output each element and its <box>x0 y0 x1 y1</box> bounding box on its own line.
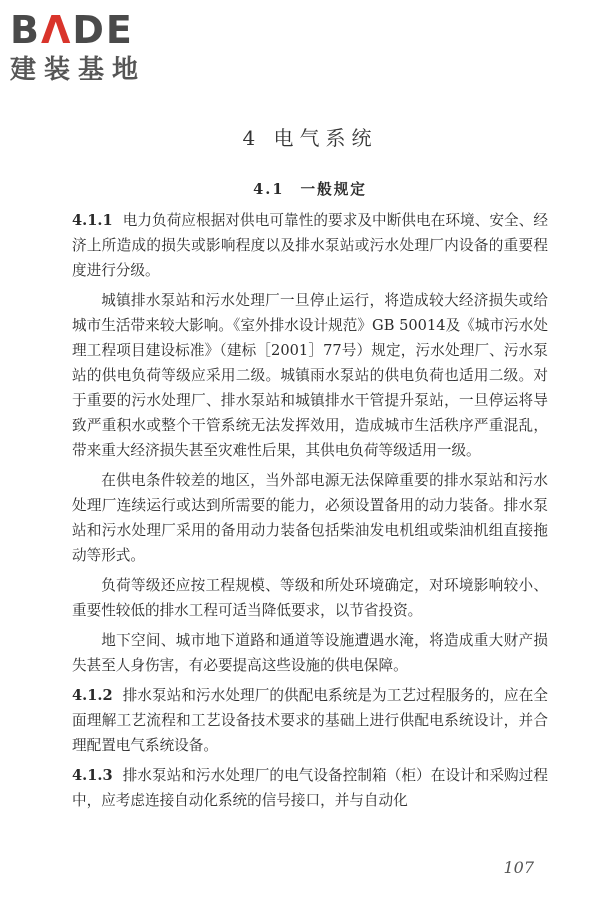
page-number: 107 <box>503 858 534 877</box>
paragraph <box>72 468 548 568</box>
paragraph <box>72 208 548 283</box>
section-name: 一般规定 <box>300 181 367 198</box>
logo <box>10 8 180 86</box>
paragraph-text: 城镇排水泵站和污水处理厂一旦停止运行，将造成较大经济损失或给城市生活带来较大影响。《室外排水设计规范》GB 50014及《城市污水处理工程项目建设标准》（建标［2001］77号）规定，污水处理厂、污水泵站的供电负荷等级应采用二级。城镇雨水泵站的供电负荷也适用二级。对于重要的污水处理厂、排水泵站和城镇排水干管提升泵站，一旦停运将导致严重积水或整个干管系统无法发挥效用，造成城市生活秩序严重混乱，带来重大经济损失甚至灾难性后果，其供电负荷等级适用一级。 <box>72 292 548 459</box>
paragraph-text: 电力负荷应根据对供电可靠性的要求及中断供电在环境、安全、经济上所造成的损失或影响程度以及排水泵站或污水处理厂内设备的重要程度进行分级。 <box>72 212 548 279</box>
paragraph <box>72 628 548 678</box>
section-title <box>72 177 548 202</box>
logo-mark: BΛDE <box>10 8 134 52</box>
clause-number: 4.1.3 <box>72 767 113 784</box>
paragraph <box>72 683 548 758</box>
page-content <box>72 120 548 818</box>
paragraph-text: 排水泵站和污水处理厂的供配电系统是为工艺过程服务的，应在全面理解工艺流程和工艺设备技术要求的基础上进行供配电系统设计，并合理配置电气系统设备。 <box>72 687 548 754</box>
paragraph-text: 负荷等级还应按工程规模、等级和所处环境确定，对环境影响较小、重要性较低的排水工程可适当降低要求，以节省投资。 <box>72 577 548 619</box>
paragraph <box>72 573 548 623</box>
section-number: 4.1 <box>253 181 285 198</box>
paragraph-text: 排水泵站和污水处理厂的电气设备控制箱（柜）在设计和采购过程中，应考虑连接自动化系统的信号接口，并与自动化 <box>72 767 548 809</box>
chapter-title: 4 电气系统 <box>242 126 378 150</box>
paragraph-text: 在供电条件较差的地区，当外部电源无法保障重要的排水泵站和污水处理厂连续运行或达到所需要的能力，必须设置备用的动力装备。排水泵站和污水处理厂采用的备用动力装备包括柴油发电机组或柴油机组直接拖动等形式。 <box>72 472 548 564</box>
paragraph <box>72 763 548 813</box>
clause-number: 4.1.1 <box>72 212 113 229</box>
clause-number: 4.1.2 <box>72 687 113 704</box>
logo-subtitle: 建装基地 <box>10 55 147 85</box>
paragraph-text: 地下空间、城市地下道路和通道等设施遭遇水淹，将造成重大财产损失甚至人身伤害，有必要提高这些设施的供电保障。 <box>72 632 548 674</box>
paragraph <box>72 288 548 463</box>
